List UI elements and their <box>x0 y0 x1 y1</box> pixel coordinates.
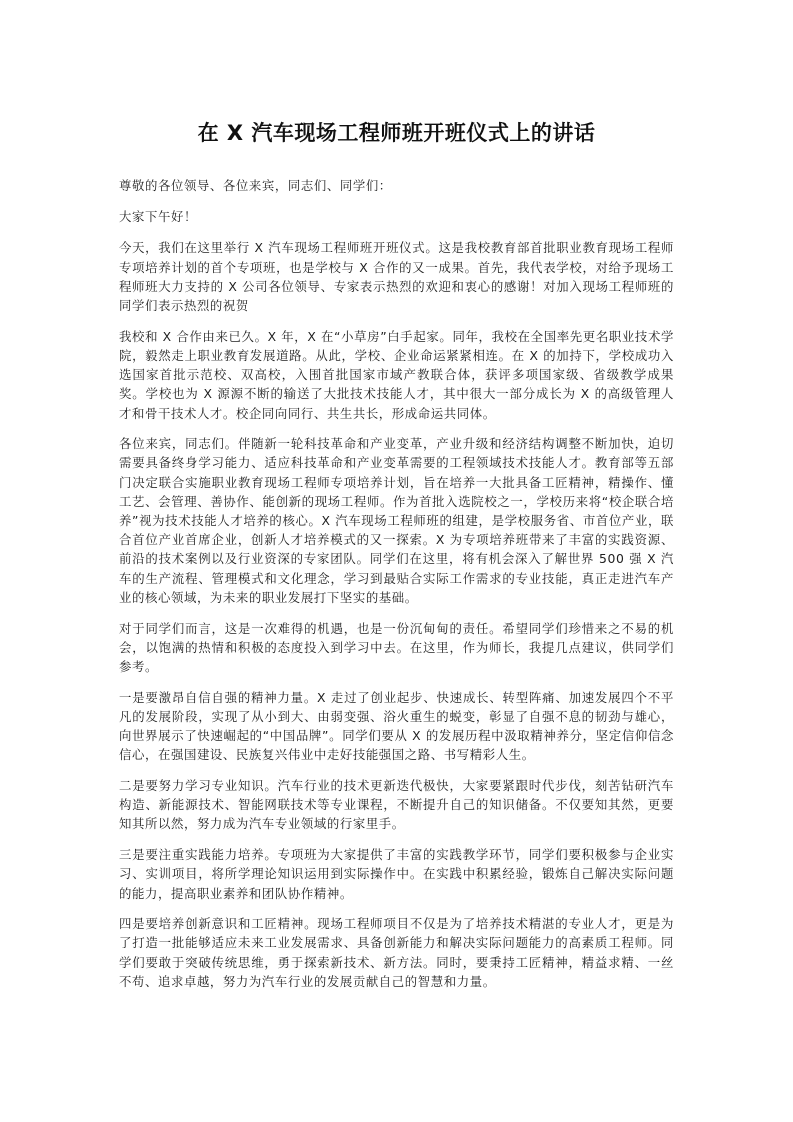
suggestion-three-paragraph: 三是要注重实践能力培养。专项班为大家提供了丰富的实践教学环节，同学们要积极参与企业实习、实训项目，将所学理论知识运用到实际操作中。在实践中积累经验，锻炼自己解决实际问题的能力，提高职业素养和团队协作精神。 <box>119 847 674 901</box>
suggestion-two-paragraph: 二是要努力学习专业知识。汽车行业的技术更新迭代极快，大家要紧跟时代步伐，刻苦钻研汽车构造、新能源技术、智能网联技术等专业课程，不断提升自己的知识储备。不仅要知其然，更要知其所以然，努力成为汽车专业领域的行家里手。 <box>119 777 674 832</box>
suggestion-one-paragraph: 一是要激昂自信自强的精神力量。X 走过了创业起步、快速成长、转型阵痛、加速发展四个不平凡的发展阶段，实现了从小到大、由弱变强、浴火重生的蜕变，彰显了自强不息的韧劲与雄心，向世界展示了快速崛起的“中国品牌”。同学们要从 X 的发展历程中汲取精神养分，坚定信仰信念信心，在强国建设、民族复兴伟业中走好技能强国之路、书写精彩人生。 <box>119 689 674 763</box>
suggestion-four-paragraph: 四是要培养创新意识和工匠精神。现场工程师项目不仅是为了培养技术精湛的专业人才，更是为了打造一批能够适应未来工业发展需求、具备创新能力和解决实际问题能力的高素质工程师。同学们要敢于突破传统思维，勇于探索新技术、新方法。同时，要秉持工匠精神，精益求精、一丝不苟、追求卓越，努力为汽车行业的发展贡献自己的智慧和力量。 <box>119 916 674 989</box>
cooperation-history-paragraph: 我校和 X 合作由来已久。X 年，X 在“小草房”白手起家。同年，我校在全国率先更名职业技术学院，毅然走上职业教育发展道路。从此，学校、企业命运紧紧相连。在 X 的加持下，学校成功入选国家首批示范校、双高校，入围首批国家市域产教联合体，获评多项国家级、省级教学成果奖。学校也为 X 源源不断的输送了大批技术技能人才，其中很大一部分成长为 X 的高级管理人才和骨干技术人才。校企同向同行、共生共长，形成命运共同体。 <box>119 328 674 421</box>
program-background-paragraph: 各位来宾，同志们。伴随新一轮科技革命和产业变革，产业升级和经济结构调整不断加快，迫切需要具备终身学习能力、适应科技革命和产业变革需要的工程领域技术技能人才。教育部等五部门决定联合实施职业教育现场工程师专项培养计划，旨在培养一大批具备工匠精神，精操作、懂工艺、会管理、善协作、能创新的现场工程师。作为首批入选院校之一，学校历来将“校企联合培养”视为技术技能人才培养的核心。X 汽车现场工程师班的组建，是学校服务省、市首位产业，联合首位产业首席企业，创新人才培养模式的又一探索。X 为专项培养班带来了丰富的实践资源、前沿的技术案例以及行业资深的专家团队。同学们在这里，将有机会深入了解世界 500 强 X 汽车的生产流程、管理模式和文化理念，学习到最贴合实际工作需求的专业技能，真正走进汽车产业的核心领域，为未来的职业发展打下坚实的基础。 <box>119 436 674 605</box>
opportunity-paragraph: 对于同学们而言，这是一次难得的机遇，也是一份沉甸甸的责任。希望同学们珍惜来之不易的机会，以饱满的热情和积极的态度投入到学习中去。在这里，作为师长，我提几点建议，供同学们参考。 <box>119 620 674 674</box>
greeting-paragraph: 尊敬的各位领导、各位来宾，同志们、同学们： <box>119 178 392 193</box>
document-title: 在 X 汽车现场工程师班开班仪式上的讲话 <box>197 121 596 145</box>
opening-paragraph: 今天，我们在这里举行 X 汽车现场工程师班开班仪式。这是我校教育部首批职业教育现场工程师专项培养计划的首个专项班，也是学校与 X 合作的又一成果。首先，我代表学校，对给予现场工程师班大力支持的 X 公司各位领导、专家表示热烈的欢迎和衷心的感谢！对加入现场工程师班的同学们表示热烈的祝贺 <box>119 240 674 314</box>
salutation-paragraph: 大家下午好！ <box>119 209 197 225</box>
